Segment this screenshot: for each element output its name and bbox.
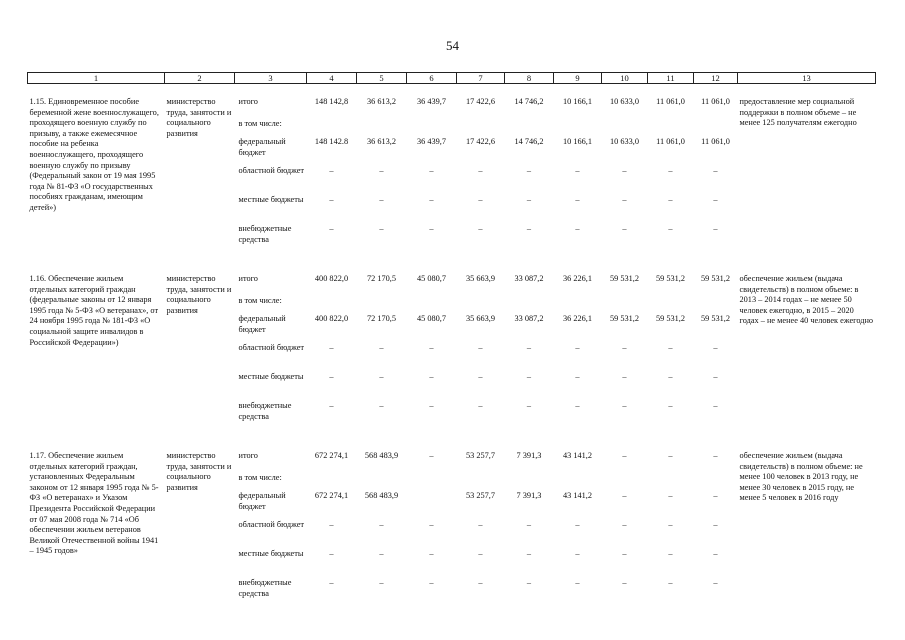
amount-cell: 72 170,5 [366,274,397,283]
amount-cell: 59 531,2 [700,314,731,323]
amount-cell [457,296,505,314]
amount-cell: 10 166,1 [562,97,593,106]
amount-cell: – [329,372,334,381]
amount-cell: – [329,520,334,529]
amount-cell [357,473,407,491]
funding-source-label: в том числе: [238,473,282,482]
funding-source-label: областной бюджет [238,520,305,529]
funding-source-label: областной бюджет [238,343,305,352]
amount-cell: – [575,520,580,529]
amount-cell: 148 142,8 [314,97,349,106]
amount-cell: – [429,578,434,587]
funding-source-label: внебюджетные средства [238,401,292,421]
header-col: 9 [554,73,602,84]
amount-cell: – [526,520,532,529]
amount-cell: – [379,520,384,529]
amount-cell: 11 061,0 [656,137,685,146]
amount-cell: – [429,166,434,175]
amount-cell: – [526,549,532,558]
amount-cell: – [622,401,627,410]
amount-cell: 10 166,1 [562,137,593,146]
funding-source-label: в том числе: [238,296,282,305]
amount-cell: – [713,401,718,410]
funding-source-label: местные бюджеты [238,195,304,204]
amount-cell: – [379,224,384,233]
amount-cell: – [379,372,384,381]
amount-cell: 43 141,2 [562,451,593,460]
amount-cell [602,296,648,314]
amount-cell: – [713,520,718,529]
amount-cell: 36 226,1 [562,274,593,283]
funding-source-label: итого [238,451,258,460]
amount-cell: – [526,224,532,233]
amount-cell [457,473,505,491]
measure-description: 1.15. Единовременное пособие беременной жене военнослужащего, проходящего военную службу по призыву, а также ежемесячное пособие на ребенка военнослужащего, проходящего военную службу по призыву (Федеральный закон от 19 мая 1995 года № 81-ФЗ «О государственных пособиях гражданам, имеющим детей») [29,97,159,212]
amount-cell: – [668,451,673,460]
amount-cell: – [379,578,384,587]
amount-cell: 53 257,7 [465,451,496,460]
amount-cell: – [526,195,532,204]
section-row [28,97,876,119]
amount-cell: – [668,195,673,204]
amount-cell: – [478,195,483,204]
amount-cell: – [575,224,580,233]
executor: министерство труда, занятости и социального развития [166,97,232,138]
amount-cell [554,296,602,314]
amount-cell: – [668,491,673,500]
amount-cell: 36 439,7 [416,137,447,146]
amount-cell: 59 531,2 [655,314,686,323]
amount-cell: 11 061,0 [701,97,730,106]
amount-cell [694,473,738,491]
amount-cell: – [329,578,334,587]
amount-cell: – [622,224,627,233]
amount-cell: 59 531,2 [609,314,640,323]
funding-source-label: областной бюджет [238,166,305,175]
measure-description: 1.17. Обеспечение жильем отдельных категорий граждан, установленных Федеральным законом от 12 января 1995 года № 5-ФЗ «О ветеранах» и Указом Президента Российской Федерации от 07 мая 2008 года № 714 «Об обеспечении жильем ветеранов Великой Отечественной войны 1941 – 1945 годов» [29,451,159,556]
amount-cell: – [713,195,718,204]
amount-cell: – [329,343,334,352]
expected-result: предоставление мер социальной поддержки в полном объеме – не менее 125 получателям ежегодно [739,97,857,128]
amount-cell: – [329,401,334,410]
amount-cell [457,119,505,137]
amount-cell: – [478,343,483,352]
header-col: 4 [307,73,357,84]
amount-cell: – [622,195,627,204]
executor: министерство труда, занятости и социального развития [166,451,232,492]
section-row [28,451,876,473]
funding-source-label: итого [238,274,258,283]
amount-cell: 36 439,7 [416,97,447,106]
amount-cell: – [622,520,627,529]
program-table [27,72,876,610]
amount-cell: – [575,401,580,410]
funding-source-label: местные бюджеты [238,549,304,558]
amount-cell: – [478,372,483,381]
amount-cell: – [478,578,483,587]
amount-cell: – [713,451,718,460]
amount-cell: 35 663,9 [465,314,496,323]
amount-cell: – [526,578,532,587]
amount-cell: 33 087,2 [514,274,544,283]
amount-cell: – [575,195,580,204]
amount-cell: – [622,343,627,352]
header-col: 11 [648,73,694,84]
amount-cell: – [713,578,718,587]
amount-cell: 53 257,7 [465,491,496,500]
amount-cell: – [526,372,532,381]
amount-cell: – [379,549,384,558]
amount-cell [505,473,554,491]
measure-description: 1.16. Обеспечение жильем отдельных категорий граждан (федеральные законы от 12 января 1995 года № 5-ФЗ «О ветеранах», от 24 ноября 1995 года № 181-ФЗ «О социальной защите инвалидов в Российской Федерации») [29,274,159,347]
amount-cell: 36 613,2 [366,137,397,146]
amount-cell: – [668,520,673,529]
amount-cell: – [668,166,673,175]
amount-cell: – [713,343,718,352]
amount-cell: 36 226,1 [562,314,593,323]
amount-cell: – [379,166,384,175]
amount-cell: 11 061,0 [701,137,730,146]
amount-cell: 568 483,9 [364,451,399,460]
amount-cell [602,473,648,491]
amount-cell: – [478,549,483,558]
header-col: 12 [694,73,738,84]
header-col: 8 [505,73,554,84]
amount-cell: 14 746,2 [514,97,544,106]
amount-cell: – [429,224,434,233]
amount-cell: – [575,549,580,558]
amount-cell [505,296,554,314]
amount-cell: – [429,401,434,410]
amount-cell [694,296,738,314]
header-col: 1 [28,73,165,84]
amount-cell: – [329,195,334,204]
amount-cell: 43 141,2 [562,491,593,500]
amount-cell [602,119,648,137]
amount-cell: 17 422,6 [465,97,496,106]
amount-cell: – [429,343,434,352]
header-col: 5 [357,73,407,84]
amount-cell: 59 531,2 [655,274,686,283]
amount-cell: 400 822,0 [314,314,349,323]
amount-cell: – [622,491,627,500]
amount-cell: 11 061,0 [656,97,685,106]
amount-cell: – [429,520,434,529]
section-row [28,274,876,296]
amount-cell: – [379,195,384,204]
amount-cell: 45 080,7 [416,274,447,283]
header-col: 3 [235,73,307,84]
funding-source-label: местные бюджеты [238,372,304,381]
funding-source-label: федеральный бюджет [238,137,286,157]
amount-cell: – [329,224,334,233]
amount-cell: – [329,549,334,558]
amount-cell [357,296,407,314]
amount-cell: – [429,372,434,381]
amount-cell: – [668,549,673,558]
funding-source-label: федеральный бюджет [238,491,286,511]
amount-cell: 33 087,2 [514,314,544,323]
amount-cell: – [622,166,627,175]
amount-cell: – [668,401,673,410]
amount-cell: – [478,520,483,529]
header-col: 6 [407,73,457,84]
amount-cell: 17 422,6 [465,137,496,146]
expected-result: обеспечение жильем (выдача свидетельств) в полном объеме: не менее 100 человек в 2013 году, не менее 30 человек в 2015 году, не менее 5 человек в 2016 году [739,451,863,503]
header-row [28,73,876,84]
funding-source-label: федеральный бюджет [238,314,286,334]
amount-cell: 148 142.8 [314,137,349,146]
amount-cell: – [429,549,434,558]
amount-cell: – [478,224,483,233]
amount-cell: 14 746,2 [514,137,544,146]
amount-cell: 59 531,2 [609,274,640,283]
amount-cell: – [429,195,434,204]
amount-cell: – [622,549,627,558]
amount-cell: 45 080,7 [416,314,447,323]
funding-source-label: в том числе: [238,119,282,128]
page-number: 54 [446,38,459,53]
header-col: 10 [602,73,648,84]
amount-cell: 400 822,0 [314,274,349,283]
amount-cell: 35 663,9 [465,274,496,283]
amount-cell: – [713,166,718,175]
amount-cell: – [713,224,718,233]
header-col: 2 [165,73,235,84]
amount-cell: – [526,343,532,352]
funding-source-label: внебюджетные средства [238,224,292,244]
amount-cell: – [478,166,483,175]
funding-source-label: итого [238,97,258,106]
amount-cell: – [478,401,483,410]
header-col: 7 [457,73,505,84]
amount-cell [407,296,457,314]
header-col: 13 [738,73,876,84]
amount-cell: 672 274,1 [314,451,349,460]
amount-cell [407,119,457,137]
amount-cell [357,119,407,137]
amount-cell: – [713,549,718,558]
funding-source-label: внебюджетные средства [238,578,292,598]
amount-cell: 10 633,0 [609,97,640,106]
amount-cell [307,119,357,137]
amount-cell: – [575,372,580,381]
amount-cell: – [622,451,627,460]
amount-cell: – [429,451,434,460]
amount-cell: 7 391,3 [516,491,542,500]
amount-cell [307,296,357,314]
amount-cell: – [575,166,580,175]
amount-cell: – [379,401,384,410]
amount-cell: 72 170,5 [366,314,397,323]
amount-cell: – [713,491,718,500]
amount-cell: – [526,166,532,175]
amount-cell [648,473,694,491]
amount-cell: – [622,578,627,587]
amount-cell [407,491,457,520]
amount-cell: 10 633,0 [609,137,640,146]
amount-cell: 672 274,1 [314,491,349,500]
amount-cell [407,473,457,491]
amount-cell: 36 613,2 [366,97,397,106]
amount-cell: – [668,343,673,352]
amount-cell: – [622,372,627,381]
amount-cell: – [379,343,384,352]
amount-cell: – [575,343,580,352]
amount-cell [554,119,602,137]
amount-cell: – [575,578,580,587]
amount-cell [648,296,694,314]
amount-cell: – [713,372,718,381]
amount-cell [554,473,602,491]
amount-cell: – [329,166,334,175]
amount-cell [648,119,694,137]
amount-cell [307,473,357,491]
amount-cell [505,119,554,137]
amount-cell: – [668,224,673,233]
amount-cell [694,119,738,137]
amount-cell: – [526,401,532,410]
executor: министерство труда, занятости и социального развития [166,274,232,315]
amount-cell: 7 391,3 [516,451,542,460]
amount-cell: – [668,578,673,587]
expected-result: обеспечение жильем (выдача свидетельств) в полном объеме: в 2013 – 2014 годах – не менее 50 человек ежегодно, в 2015 – 2020 годах – не менее 40 человек ежегодно [739,274,874,326]
amount-cell: 59 531,2 [700,274,731,283]
amount-cell: – [668,372,673,381]
amount-cell: 568 483,9 [364,491,399,500]
